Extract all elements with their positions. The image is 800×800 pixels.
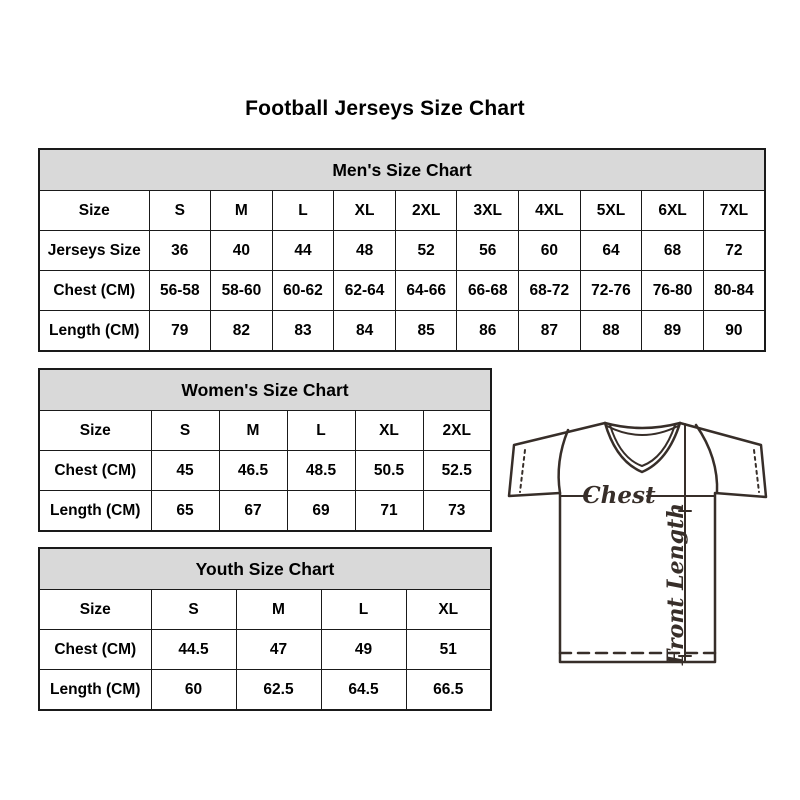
front-length-label: Front Length xyxy=(663,502,689,666)
cell: 89 xyxy=(642,311,704,352)
cell: 85 xyxy=(395,311,457,352)
cell: 86 xyxy=(457,311,519,352)
table-title: Youth Size Chart xyxy=(39,548,491,590)
cell: 60 xyxy=(519,231,581,271)
cell: 67 xyxy=(219,491,287,532)
cell: 87 xyxy=(519,311,581,352)
table-row xyxy=(39,411,491,451)
right-cuff-stitch-line xyxy=(754,450,759,492)
cell: 5XL xyxy=(580,191,642,231)
cell: XL xyxy=(406,590,491,630)
cell: 68-72 xyxy=(519,271,581,311)
left-seam-line xyxy=(559,430,568,493)
cell: 72 xyxy=(703,231,765,271)
cell: 56-58 xyxy=(149,271,211,311)
table-row xyxy=(39,311,765,352)
table-row xyxy=(39,191,765,231)
cell: 47 xyxy=(236,630,321,670)
chest-label: Chest xyxy=(582,482,656,509)
page-title: Football Jerseys Size Chart xyxy=(245,97,525,120)
vneck-collar xyxy=(605,423,680,472)
cell: 76-80 xyxy=(642,271,704,311)
cell: 2XL xyxy=(423,411,491,451)
cell: 4XL xyxy=(519,191,581,231)
cell: 82 xyxy=(211,311,273,352)
cell: 56 xyxy=(457,231,519,271)
table-title: Men's Size Chart xyxy=(39,149,765,191)
youth-size-table xyxy=(38,547,492,711)
cell: 48 xyxy=(334,231,396,271)
cell: 65 xyxy=(151,491,219,532)
table-title-row xyxy=(39,149,765,191)
cell: L xyxy=(287,411,355,451)
cell: M xyxy=(236,590,321,630)
table-row xyxy=(39,231,765,271)
cell: 88 xyxy=(580,311,642,352)
cell: 73 xyxy=(423,491,491,532)
table-row xyxy=(39,630,491,670)
cell: XL xyxy=(355,411,423,451)
cell: 45 xyxy=(151,451,219,491)
cell: L xyxy=(321,590,406,630)
row-label: Size xyxy=(39,191,149,231)
row-label: Chest (CM) xyxy=(39,451,151,491)
cell: 66.5 xyxy=(406,670,491,711)
cell: 69 xyxy=(287,491,355,532)
cell: S xyxy=(151,590,236,630)
cell: 52.5 xyxy=(423,451,491,491)
table-row xyxy=(39,271,765,311)
row-label: Chest (CM) xyxy=(39,630,151,670)
cell: 60 xyxy=(151,670,236,711)
row-label: Length (CM) xyxy=(39,311,149,352)
cell: 71 xyxy=(355,491,423,532)
left-cuff-stitch-line xyxy=(520,450,525,492)
cell: 62.5 xyxy=(236,670,321,711)
cell: 44.5 xyxy=(151,630,236,670)
cell: 48.5 xyxy=(287,451,355,491)
cell: 3XL xyxy=(457,191,519,231)
row-label: Chest (CM) xyxy=(39,271,149,311)
table-row xyxy=(39,590,491,630)
cell: 44 xyxy=(272,231,334,271)
cell: 66-68 xyxy=(457,271,519,311)
cell: M xyxy=(211,191,273,231)
cell: 2XL xyxy=(395,191,457,231)
table-title: Women's Size Chart xyxy=(39,369,491,411)
table-title-row xyxy=(39,548,491,590)
cell: L xyxy=(272,191,334,231)
table-row xyxy=(39,451,491,491)
cell: 64.5 xyxy=(321,670,406,711)
cell: 36 xyxy=(149,231,211,271)
cell: 52 xyxy=(395,231,457,271)
row-label: Jerseys Size xyxy=(39,231,149,271)
row-label: Size xyxy=(39,411,151,451)
collar-back-curve-outer xyxy=(605,423,680,428)
cell: 7XL xyxy=(703,191,765,231)
cell: 49 xyxy=(321,630,406,670)
cell: 40 xyxy=(211,231,273,271)
cell: 58-60 xyxy=(211,271,273,311)
cell: 60-62 xyxy=(272,271,334,311)
cell: 64 xyxy=(580,231,642,271)
cell: 90 xyxy=(703,311,765,352)
row-label: Length (CM) xyxy=(39,670,151,711)
cell: 68 xyxy=(642,231,704,271)
jersey-measurement-diagram xyxy=(500,408,780,673)
table-row xyxy=(39,670,491,711)
cell: S xyxy=(149,191,211,231)
right-seam-line xyxy=(696,425,717,493)
cell: XL xyxy=(334,191,396,231)
mens-size-table xyxy=(38,148,766,352)
table-row xyxy=(39,491,491,532)
cell: 51 xyxy=(406,630,491,670)
cell: 83 xyxy=(272,311,334,352)
row-label: Length (CM) xyxy=(39,491,151,532)
womens-size-table xyxy=(38,368,492,532)
jersey-outline-shape xyxy=(509,423,766,662)
cell: 80-84 xyxy=(703,271,765,311)
cell: 79 xyxy=(149,311,211,352)
cell: 46.5 xyxy=(219,451,287,491)
row-label: Size xyxy=(39,590,151,630)
cell: 6XL xyxy=(642,191,704,231)
cell: 84 xyxy=(334,311,396,352)
cell: 72-76 xyxy=(580,271,642,311)
cell: 64-66 xyxy=(395,271,457,311)
cell: 62-64 xyxy=(334,271,396,311)
cell: M xyxy=(219,411,287,451)
cell: 50.5 xyxy=(355,451,423,491)
cell: S xyxy=(151,411,219,451)
table-title-row xyxy=(39,369,491,411)
